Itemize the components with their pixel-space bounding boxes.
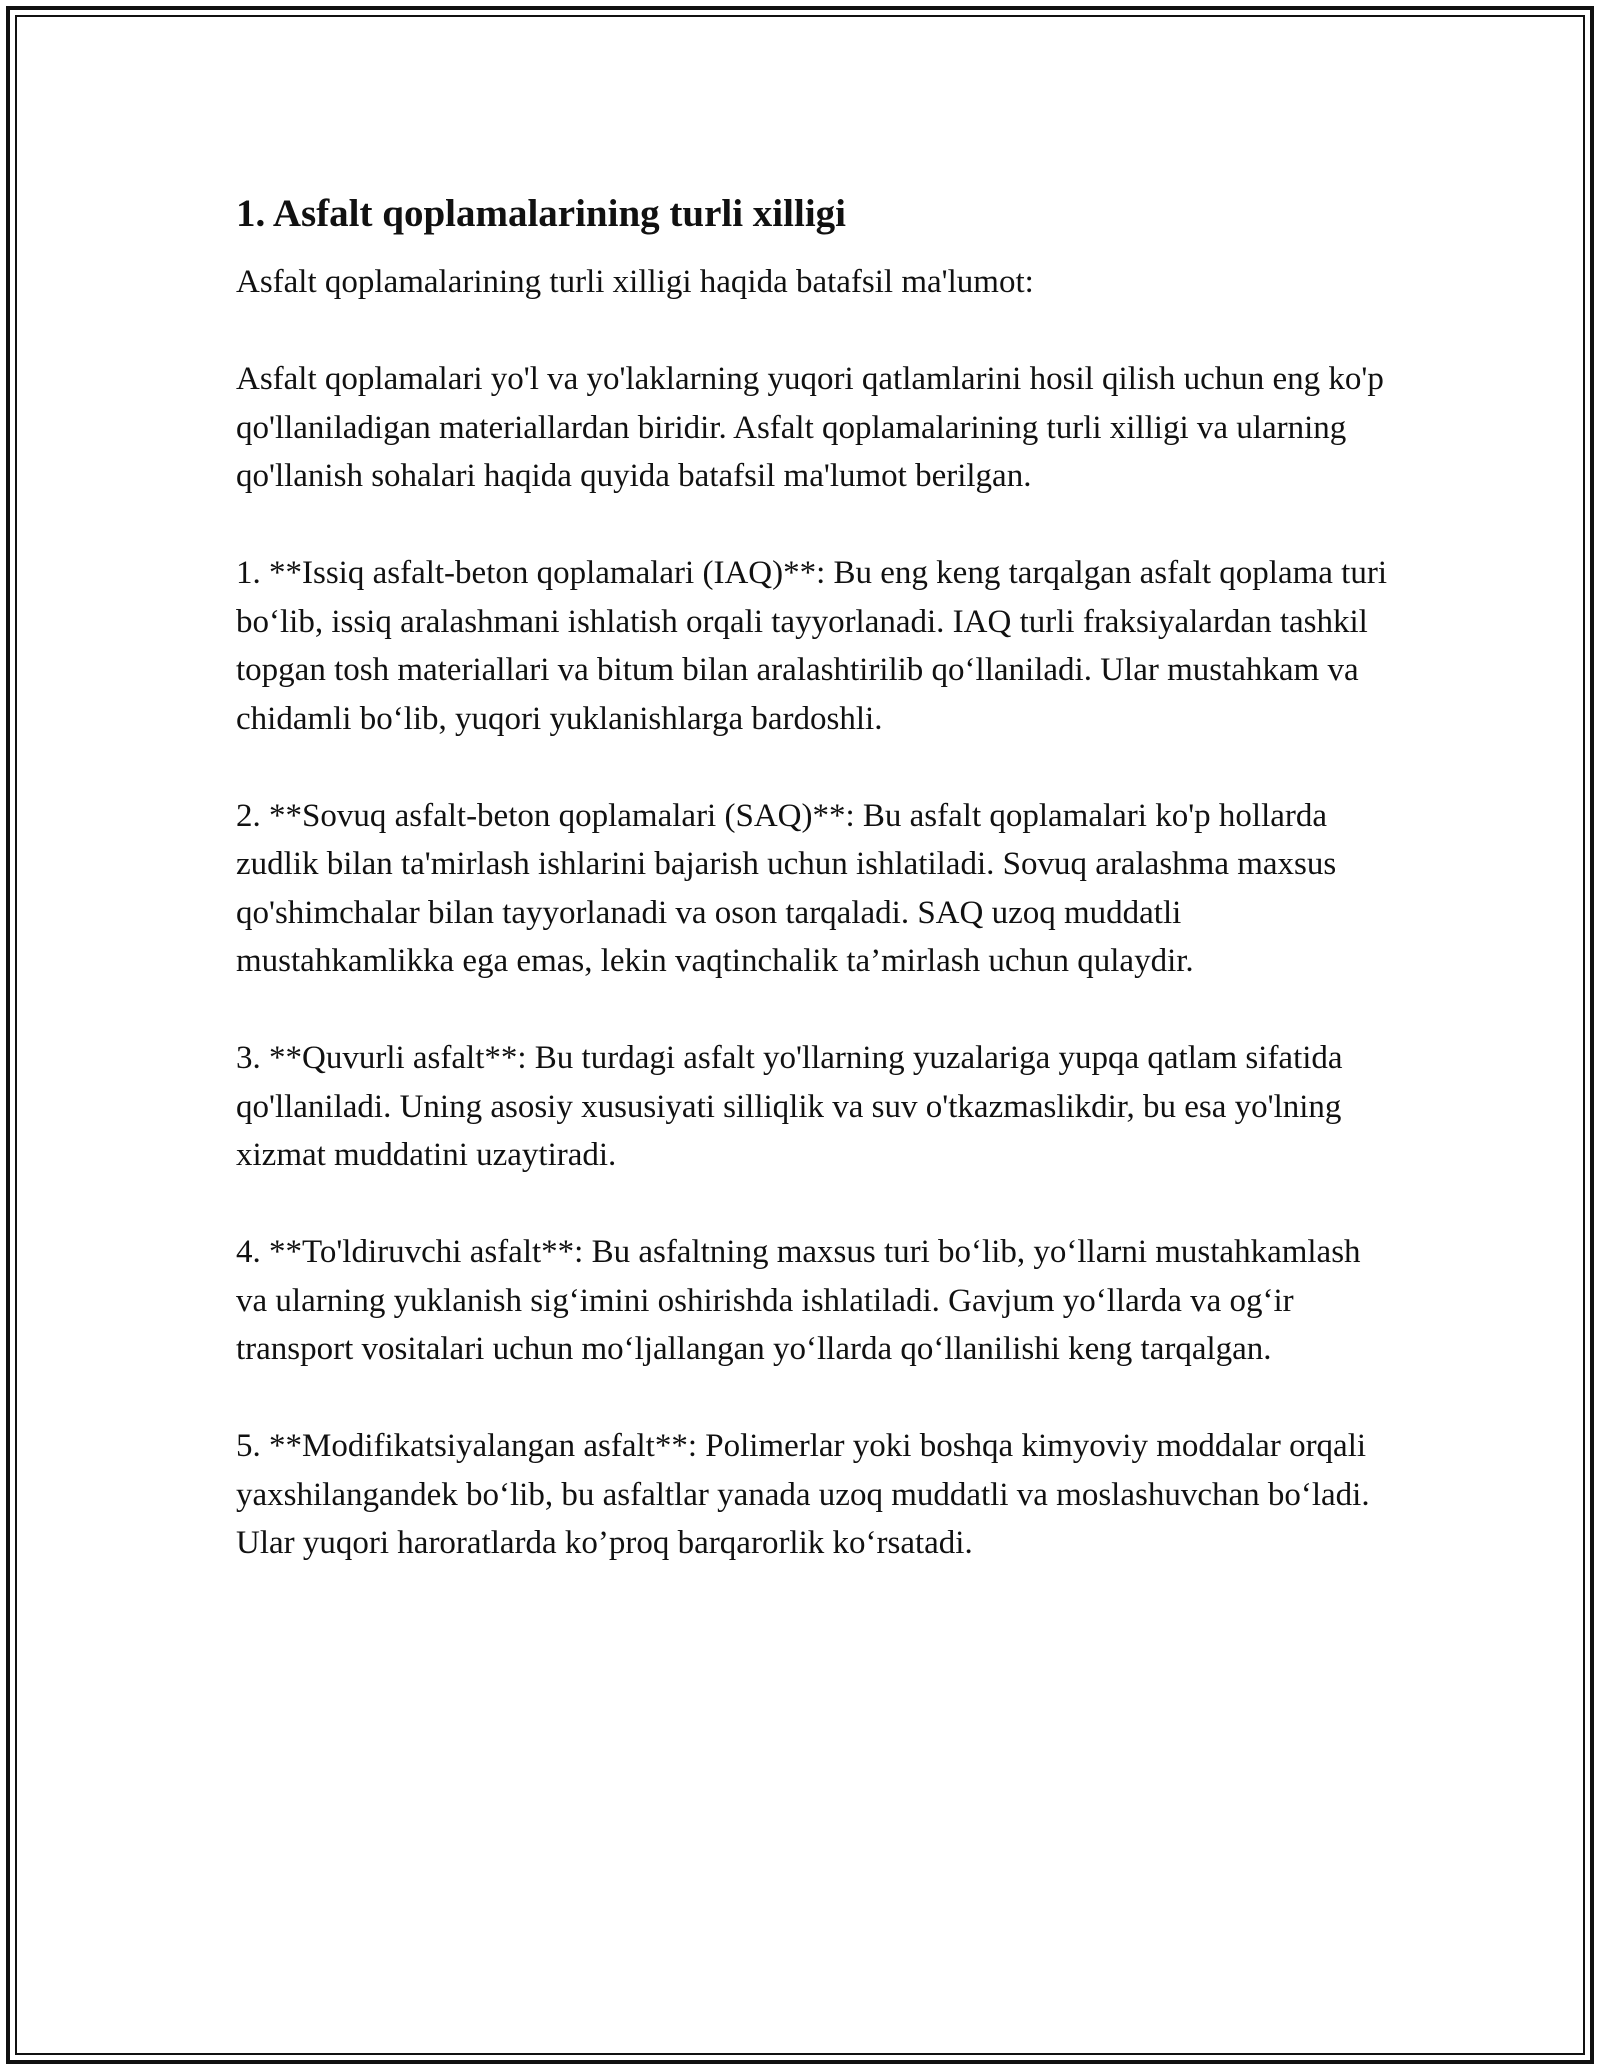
paragraph-toldiruvchi-asfalt: 4. **To'ldiruvchi asfalt**: Bu asfaltning maxsus turi bo‘lib, yo‘llarni mustahkamlash va ularning yuklanish sig‘imini oshirishda ishlatiladi. Gavjum yo‘llarda va og‘ir transport vositalari uchun mo‘ljallangan yo‘llarda qo‘llanilishi keng tarqalgan.	[236, 1234, 1361, 1367]
paragraph-modifikatsiyalangan-asfalt: 5. **Modifikatsiyalangan asfalt**: Polimerlar yoki boshqa kimyoviy moddalar orqali yaxshilangandek bo‘lib, bu asfaltlar yanada uzoq muddatli va moslashuvchan bo‘ladi. Ular yuqori haroratlarda ko’proq barqarorlik ko‘rsatadi.	[236, 1428, 1370, 1561]
paragraph-sovuq-asfalt-beton: 2. **Sovuq asfalt-beton qoplamalari (SAQ)**: Bu asfalt qoplamalari ko'p hollarda zudlik bilan ta'mirlash ishlarini bajarish uchun ishlatiladi. Sovuq aralashma maxsus qo'shimchalar bilan tayyorlanadi va oson tarqaladi. SAQ uzoq muddatli mustahkamlikka ega emas, lekin vaqtinchalik ta’mirlash uchun qulaydir.	[236, 797, 1337, 979]
paragraph-quvurli-asfalt: 3. **Quvurli asfalt**: Bu turdagi asfalt yo'llarning yuzalariga yupqa qatlam sifatida qo'llaniladi. Uning asosiy xususiyati silliqlik va suv o'tkazmaslikdir, bu esa yo'lning xizmat muddatini uzaytiradi.	[236, 1040, 1343, 1173]
paragraph-issiq-asfalt-beton: 1. **Issiq asfalt-beton qoplamalari (IAQ)**: Bu eng keng tarqalgan asfalt qoplama turi bo‘lib, issiq aralashmani ishlatish orqali tayyorlanadi. IAQ turli fraksiyalardan tashkil topgan tosh materiallari va bitum bilan aralashtirilib qo‘llaniladi. Ular mustahkam va chidamli bo‘lib, yuqori yuklanishlarga bardoshli.	[236, 555, 1388, 737]
document-body	[236, 186, 1396, 1568]
paragraph-overview: Asfalt qoplamalari yo'l va yo'laklarning yuqori qatlamlarini hosil qilish uchun eng ko'p qo'llaniladigan materiallardan biridir. Asfalt qoplamalarining turli xilligi va ularning qo'llanish sohalari haqida quyida batafsil ma'lumot berilgan.	[236, 361, 1384, 494]
intro-paragraph: Asfalt qoplamalarining turli xilligi haqida batafsil ma'lumot:	[236, 264, 1034, 300]
document-title: 1. Asfalt qoplamalarining turli xilligi	[236, 192, 846, 235]
